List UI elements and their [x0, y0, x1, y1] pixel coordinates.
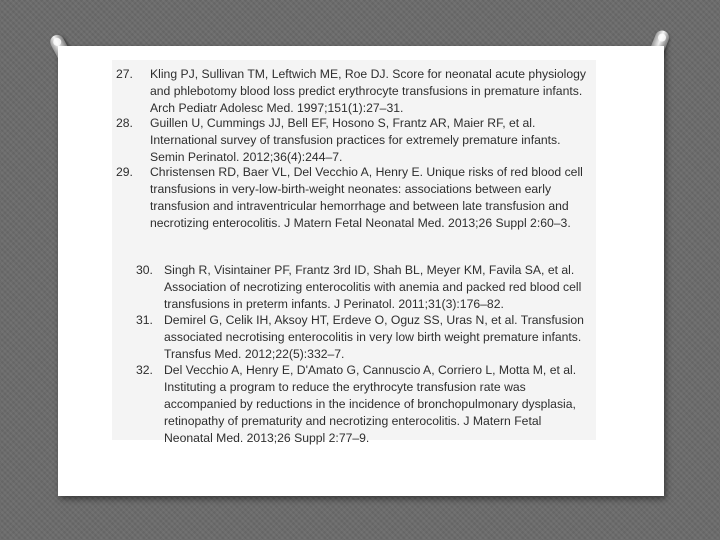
- reference-text: Singh R, Visintainer PF, Frantz 3rd ID, Shah BL, Meyer KM, Favila SA, et al. Association of necrotizing enterocolitis with anemia and packed red blood cell transfusions in preterm infants. J Perinatol. 2011;31(3):176–82.: [164, 263, 582, 311]
- reference-number: 29.: [116, 165, 133, 179]
- reference-number: 31.: [136, 313, 153, 327]
- reference-text: Guillen U, Cummings JJ, Bell EF, Hosono S, Frantz AR, Maier RF, et al. International survey of transfusion practices for extremely premature infants. Semin Perinatol. 2012;36(4):244–7.: [150, 116, 561, 164]
- reference-text: Kling PJ, Sullivan TM, Leftwich ME, Roe DJ. Score for neonatal acute physiology and phlebotomy blood loss predict erythrocyte transfusions in premature infants. Arch Pediatr Adolesc Med. 1997;151(1):27–31.: [150, 67, 587, 115]
- reference-number: 28.: [116, 116, 133, 130]
- reference-number: 30.: [136, 263, 153, 277]
- reference-number: 32.: [136, 363, 153, 377]
- reference-text: Christensen RD, Baer VL, Del Vecchio A, Henry E. Unique risks of red blood cell transfusions in very-low-birth-weight neonates: associations between early transfusion and intraventricular hemorrhage and between late transfusion and necrotizing enterocolitis. J Matern Fetal Neonatal Med. 2013;26 Suppl 2:60–3.: [150, 165, 583, 230]
- reference-number: 27.: [116, 67, 133, 81]
- reference-list-image: [112, 60, 596, 445]
- reference-text: Del Vecchio A, Henry E, D'Amato G, Cannuscio A, Corriero L, Motta M, et al. Instituting a program to reduce the erythrocyte transfusion rate was accompanied by reductions in the incidence of bronchopulmonary dysplasia, retinopathy of prematurity and necrotizing enterocolitis. J Matern Fetal Neonatal Med. 2013;26 Suppl 2:77–9.: [164, 363, 577, 445]
- reference-text: Demirel G, Celik IH, Aksoy HT, Erdeve O, Oguz SS, Uras N, et al. Transfusion associated necrotising enterocolitis in very low birth weight premature infants. Transfus Med. 2012;22(5):332–7.: [164, 313, 584, 361]
